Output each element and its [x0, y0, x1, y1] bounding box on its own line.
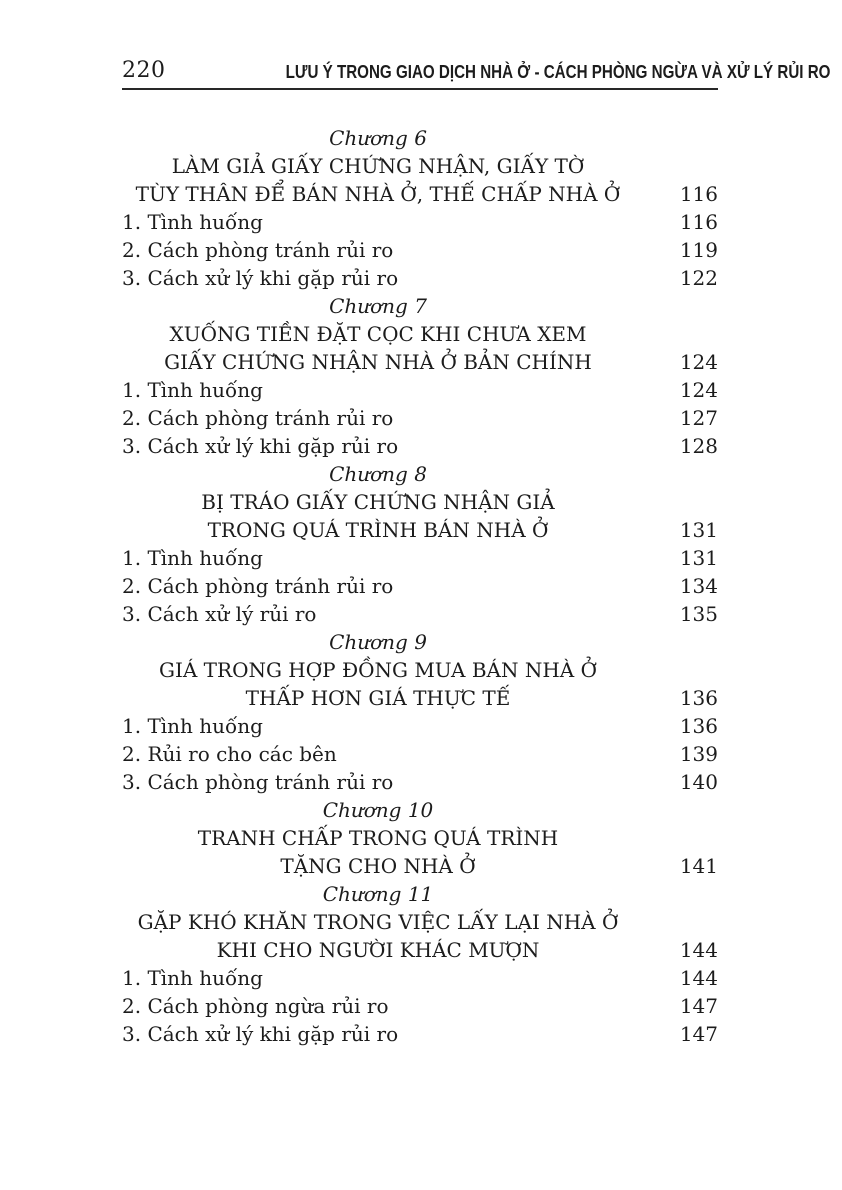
toc-entry-page: 116 [679, 210, 718, 234]
chapter-title-line: GIÁ TRONG HỢP ĐỒNG MUA BÁN NHÀ Ở [159, 658, 597, 682]
chapter-title-row [122, 936, 718, 964]
toc-entry-page: 119 [679, 238, 718, 262]
chapter-label: Chương 10 [322, 798, 434, 822]
chapter-label: Chương 8 [329, 462, 427, 486]
chapter-label: Chương 6 [329, 126, 427, 150]
toc-entry-page: 147 [679, 1022, 718, 1046]
toc-entry-page: 131 [679, 546, 718, 570]
toc-entry [122, 264, 718, 292]
toc-entry [122, 572, 718, 600]
toc-entry-label: 3. Cách xử lý khi gặp rủi ro [122, 266, 399, 290]
toc-entry [122, 236, 718, 264]
toc-entry-label: 1. Tình huống [122, 966, 263, 990]
toc-entry [122, 768, 718, 796]
toc-entry-page: 136 [679, 714, 718, 738]
toc-chapter-6 [122, 124, 718, 292]
toc-entry-page: 122 [679, 266, 718, 290]
toc-entry-label: 1. Tình huống [122, 378, 263, 402]
toc-entry [122, 404, 718, 432]
running-title-wrap [166, 63, 830, 82]
toc-entry-page: 147 [679, 994, 718, 1018]
chapter-title-line: TRONG QUÁ TRÌNH BÁN NHÀ Ở [207, 518, 549, 542]
chapter-title-row [122, 684, 718, 712]
toc-entry [122, 1020, 718, 1048]
toc-entry-label: 2. Cách phòng tránh rủi ro [122, 238, 394, 262]
toc-entry-page: 135 [679, 602, 718, 626]
chapter-page-number: 124 [679, 350, 718, 374]
toc-entry [122, 712, 718, 740]
chapter-title-row [122, 348, 718, 376]
toc-chapter-11 [122, 880, 718, 1048]
chapter-page-number: 136 [679, 686, 718, 710]
chapter-title-line: GIẤY CHỨNG NHẬN NHÀ Ở BẢN CHÍNH [164, 350, 592, 374]
chapter-title-row [122, 852, 718, 880]
chapter-title-line: XUỐNG TIỀN ĐẶT CỌC KHI CHƯA XEM [169, 322, 587, 346]
toc-entry-label: 3. Cách xử lý rủi ro [122, 602, 317, 626]
toc-chapter-10 [122, 796, 718, 880]
toc-entry-page: 134 [679, 574, 718, 598]
chapter-title-line: TÙY THÂN ĐỂ BÁN NHÀ Ở, THẾ CHẤP NHÀ Ở [135, 182, 621, 206]
toc-entry [122, 544, 718, 572]
toc-entry-page: 140 [679, 770, 718, 794]
toc-entry-label: 3. Cách xử lý khi gặp rủi ro [122, 1022, 399, 1046]
chapter-title-line: GẶP KHÓ KHĂN TRONG VIỆC LẤY LẠI NHÀ Ở [137, 910, 619, 934]
toc-entry-label: 3. Cách xử lý khi gặp rủi ro [122, 434, 399, 458]
chapter-title-row [122, 180, 718, 208]
toc-entry-page: 128 [679, 434, 718, 458]
toc-chapter-9 [122, 628, 718, 796]
toc-entry [122, 740, 718, 768]
chapter-title-line: TẶNG CHO NHÀ Ở [280, 854, 476, 878]
chapter-page-number: 116 [679, 182, 718, 206]
toc-entry [122, 992, 718, 1020]
toc-entry-label: 1. Tình huống [122, 546, 263, 570]
toc-entry-label: 2. Cách phòng ngừa rủi ro [122, 994, 389, 1018]
running-header [122, 54, 830, 90]
chapter-label: Chương 11 [322, 882, 434, 906]
chapter-title-row [122, 516, 718, 544]
toc-entry-page: 127 [679, 406, 718, 430]
toc-entry-label: 1. Tình huống [122, 714, 263, 738]
toc-entry [122, 600, 718, 628]
toc-entry-page: 144 [679, 966, 718, 990]
chapter-label: Chương 9 [329, 630, 427, 654]
toc-entry [122, 208, 718, 236]
toc-entry-label: 2. Cách phòng tránh rủi ro [122, 574, 394, 598]
toc-chapter-8 [122, 460, 718, 628]
chapter-page-number: 144 [679, 938, 718, 962]
chapter-title-line: TRANH CHẤP TRONG QUÁ TRÌNH [197, 826, 559, 850]
toc-entry-page: 139 [679, 742, 718, 766]
toc-entry-label: 2. Rủi ro cho các bên [122, 742, 337, 766]
toc-entry [122, 376, 718, 404]
chapter-title-line: THẤP HƠN GIÁ THỰC TẾ [245, 686, 511, 710]
chapter-title-line: BỊ TRÁO GIẤY CHỨNG NHẬN GIẢ [201, 490, 555, 514]
toc-entry [122, 432, 718, 460]
chapter-page-number: 131 [679, 518, 718, 542]
table-of-contents [122, 124, 718, 1048]
toc-entry-page: 124 [679, 378, 718, 402]
chapter-label: Chương 7 [329, 294, 427, 318]
page-number: 220 [122, 58, 166, 83]
chapter-title-line: KHI CHO NGƯỜI KHÁC MƯỢN [216, 938, 540, 962]
toc-entry-label: 2. Cách phòng tránh rủi ro [122, 406, 394, 430]
toc-chapter-7 [122, 292, 718, 460]
running-title: LƯU Ý TRONG GIAO DỊCH NHÀ Ở - CÁCH PHÒNG NGỪA VÀ XỬ LÝ RỦI RO [285, 61, 830, 82]
toc-entry-label: 1. Tình huống [122, 210, 263, 234]
toc-entry [122, 964, 718, 992]
toc-entry-label: 3. Cách phòng tránh rủi ro [122, 770, 394, 794]
chapter-title-line: LÀM GIẢ GIẤY CHỨNG NHẬN, GIẤY TỜ [171, 154, 585, 178]
chapter-page-number: 141 [679, 854, 718, 878]
